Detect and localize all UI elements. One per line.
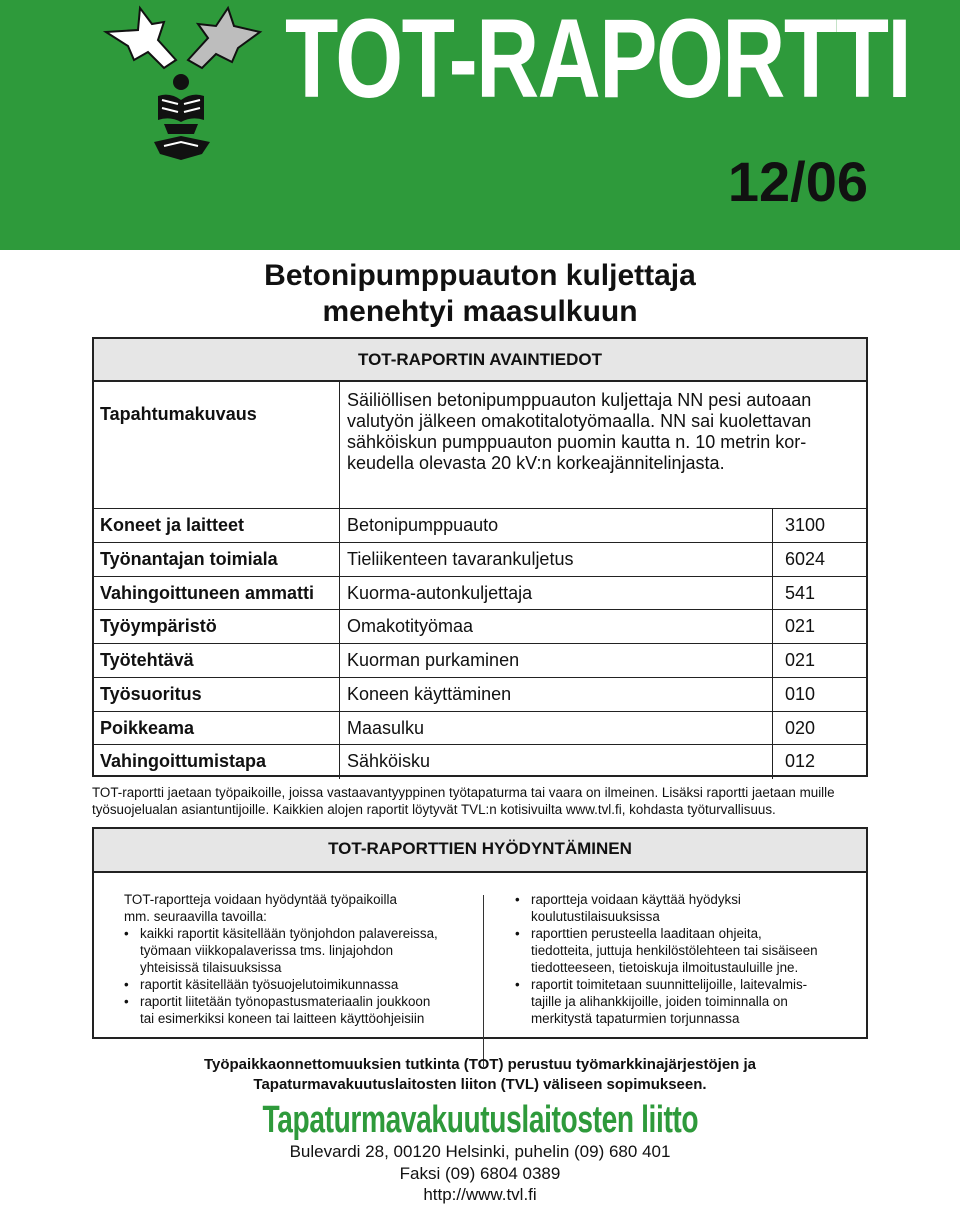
table-row	[94, 678, 866, 712]
list-item-line: • raportit liitetään työnopastusmateriaalin joukkoon	[140, 994, 431, 1009]
list-item-line: tiedotteeseen, tietoiskuja ilmoitustauluille jne.	[531, 960, 799, 975]
agreement-statement	[0, 1055, 960, 1095]
list-item	[515, 891, 855, 925]
list-item-line: • raporttien perusteella laaditaan ohjeita,	[531, 926, 762, 941]
row-label: Työtehtävä	[94, 644, 340, 677]
row-value: Omakotityömaa	[340, 610, 773, 643]
table-row	[94, 577, 866, 611]
distribution-note	[92, 784, 882, 818]
note-line: työsuojelualan asiantuntijoille. Kaikkien alojen raportit löytyvät TVL:n kotisivuilta www.tvl.fi, kohdasta työturvallisuus.	[92, 802, 776, 817]
usage-right-list	[515, 891, 855, 1027]
list-item-line: työmaan viikkopalaverissa tms. linjajohdon	[140, 943, 394, 958]
list-item	[515, 925, 855, 976]
description-label: Tapahtumakuvaus	[94, 382, 340, 508]
row-code: 541	[785, 582, 816, 603]
description-line: sähköiskun pumppuauton puomin kautta n. 10 metrin kor-	[347, 432, 807, 452]
description-line: keudella olevasta 20 kV:n korkeajännitelinjasta.	[347, 453, 725, 473]
report-headline	[0, 258, 960, 330]
row-label: Vahingoittuneen ammatti	[94, 577, 340, 610]
row-value: Sähköisku	[340, 745, 773, 779]
column-divider	[483, 895, 484, 1067]
row-value: Betonipumppuauto	[340, 509, 773, 542]
row-code: 6024	[785, 548, 826, 569]
address-line: Bulevardi 28, 00120 Helsinki, puhelin (09) 680 401	[289, 1142, 671, 1161]
row-code: 012	[785, 751, 816, 772]
list-item-line: • raportit toimitetaan suunnittelijoille, laitevalmis-	[531, 977, 808, 992]
list-item-line: • raportit käsitellään työsuojelutoimikunnassa	[140, 977, 399, 992]
row-value: Kuorman purkaminen	[340, 644, 773, 677]
table-row	[94, 745, 866, 779]
key-facts-table	[92, 337, 868, 777]
agreement-line: Tapaturmavakuutuslaitosten liiton (TVL) väliseen sopimukseen.	[253, 1076, 707, 1093]
list-item-line: koulutustilaisuuksissa	[531, 909, 660, 924]
table-row	[94, 509, 866, 543]
row-code: 020	[785, 717, 816, 738]
row-code: 021	[785, 616, 816, 637]
note-line: TOT-raportti jaetaan työpaikoille, joissa vastaavantyyppinen työtapaturma tai vaara on ilmeinen. Lisäksi raportti jaetaan muille	[92, 785, 835, 800]
usage-body	[94, 873, 866, 1039]
usage-intro-line: mm. seuraavilla tavoilla:	[124, 909, 267, 924]
list-item-line: merkitystä tapaturmien torjunnassa	[531, 1011, 740, 1026]
list-item	[124, 993, 474, 1027]
row-label: Poikkeama	[94, 712, 340, 745]
table-row	[94, 712, 866, 746]
issue-number: 12/06	[727, 150, 868, 213]
row-value: Tieliikenteen tavarankuljetus	[340, 543, 773, 576]
usage-right-column	[515, 891, 855, 1027]
website-link[interactable]: http://www.tvl.fi	[423, 1185, 537, 1204]
brand-title: TOT-RAPORTTI	[285, 0, 911, 121]
key-facts-heading: TOT-RAPORTIN AVAINTIEDOT	[94, 339, 866, 382]
table-row	[94, 543, 866, 577]
list-item-line: • raportteja voidaan käyttää hyödyksi	[531, 892, 741, 907]
usage-heading: TOT-RAPORTTIEN HYÖDYNTÄMINEN	[94, 829, 866, 873]
row-value: Maasulku	[340, 712, 773, 745]
fax-line: Faksi (09) 6804 0389	[399, 1163, 561, 1183]
table-row	[94, 644, 866, 678]
list-item-line: • kaikki raportit käsitellään työnjohdon palavereissa,	[140, 926, 438, 941]
description-text	[340, 382, 866, 508]
list-item	[515, 976, 855, 1027]
usage-intro-line: TOT-raportteja voidaan hyödyntää työpaikoilla	[124, 892, 397, 907]
usage-left-list	[124, 925, 474, 1027]
list-item-line: tajille ja alihankkijoille, joiden toiminnalla on	[531, 994, 788, 1009]
row-value: Kuorma-autonkuljettaja	[340, 577, 773, 610]
row-code: 021	[785, 650, 816, 670]
row-label: Työnantajan toimiala	[94, 543, 340, 576]
description-line: Säiliöllisen betonipumppuauton kuljettaja NN pesi autoaan	[347, 390, 812, 410]
headline-line-2: menehtyi maasulkuun	[322, 295, 638, 328]
list-item	[124, 925, 474, 976]
list-item-line: tai esimerkiksi koneen tai laitteen käyttöohjeisiin	[140, 1011, 425, 1026]
row-code: 010	[785, 683, 816, 704]
tot-logo-icon	[98, 2, 266, 168]
row-value: Koneen käyttäminen	[340, 678, 773, 711]
table-row	[94, 610, 866, 644]
description-line: valutyön jälkeen omakotitalotyömaalla. NN sai kuolettavan	[347, 411, 812, 431]
row-label: Työympäristö	[94, 610, 340, 643]
agreement-line: Työpaikkaonnettomuuksien tutkinta (TOT) perustuu työmarkkinajärjestöjen ja	[203, 1056, 757, 1073]
list-item-line: yhteisissä tilaisuuksissa	[140, 960, 282, 975]
organization-name-text: Tapaturmavakuutuslaitosten liitto	[262, 1099, 698, 1141]
report-header	[0, 0, 960, 250]
row-label: Vahingoittumistapa	[94, 745, 340, 779]
contact-info	[0, 1141, 960, 1206]
list-item	[124, 976, 474, 993]
row-code: 3100	[785, 515, 826, 535]
row-label: Koneet ja laitteet	[94, 509, 340, 542]
row-label: Työsuoritus	[94, 678, 340, 711]
organization-name	[0, 1098, 960, 1142]
headline-line-1: Betonipumppuauton kuljettaja	[264, 259, 696, 292]
usage-left-column	[124, 891, 474, 1027]
usage-box	[92, 827, 868, 1039]
list-item-line: tiedotteita, juttuja henkilöstölehteen tai sisäiseen	[531, 943, 818, 958]
description-row	[94, 382, 866, 509]
